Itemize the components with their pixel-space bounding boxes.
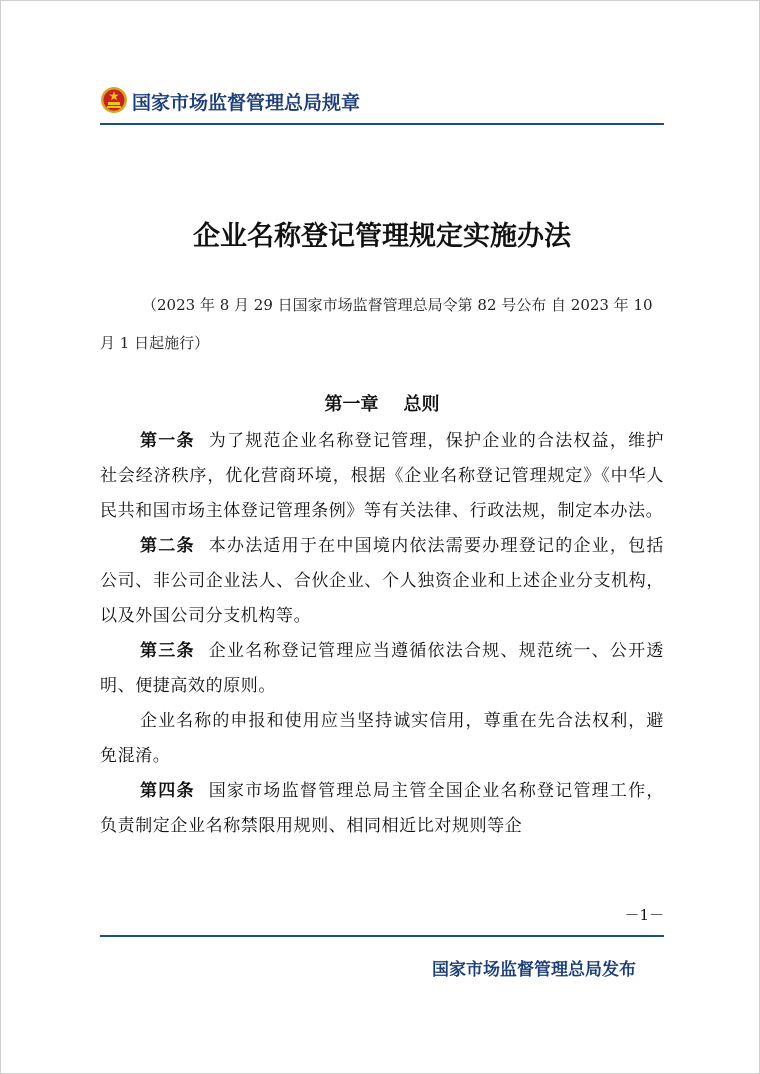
article-label: 第三条 — [140, 641, 195, 661]
article-label: 第二条 — [140, 536, 195, 556]
document-title: 企业名称登记管理规定实施办法 — [193, 221, 571, 252]
header-divider — [100, 123, 664, 125]
article-paragraph — [100, 774, 664, 844]
page-number: －1－ — [624, 906, 664, 924]
chapter-heading: 第一章 总则 — [324, 394, 440, 415]
article-text: 企业名称登记管理应当遵循依法合规、规范统一、公开透明、便捷高效的原则。 — [100, 641, 664, 696]
article-label: 第四条 — [140, 781, 195, 801]
article-text: 本办法适用于在中国境内依法需要办理登记的企业，包括公司、非公司企业法人、合伙企业、个人独资企业和上述企业分支机构，以及外国公司分支机构等。 — [100, 536, 664, 626]
national-emblem-icon — [100, 86, 128, 114]
document-subtitle: （2023 年 8 月 29 日国家市场监督管理总局令第 82 号公布 自 2023 年 10 月 1 日起施行） — [100, 296, 653, 352]
article-paragraph — [100, 704, 664, 774]
article-text: 国家市场监督管理总局主管全国企业名称登记管理工作，负责制定企业名称禁限用规则、相同相近比对规则等企 — [100, 781, 664, 836]
document-body — [100, 424, 664, 844]
article-text: 为了规范企业名称登记管理，保护企业的合法权益，维护社会经济秩序，优化营商环境，根据《企业名称登记管理规定》《中华人民共和国市场主体登记管理条例》等有关法律、行政法规，制定本办法。 — [100, 431, 664, 521]
header-title: 国家市场监督管理总局规章 — [132, 92, 361, 114]
article-text: 企业名称的申报和使用应当坚持诚实信用，尊重在先合法权利，避免混淆。 — [100, 711, 664, 766]
document-header — [100, 84, 664, 120]
article-paragraph — [100, 424, 664, 529]
footer-publisher: 国家市场监督管理总局发布 — [432, 960, 636, 980]
article-paragraph — [100, 634, 664, 704]
article-paragraph — [100, 529, 664, 634]
footer-divider — [100, 935, 664, 937]
article-label: 第一条 — [140, 431, 195, 451]
